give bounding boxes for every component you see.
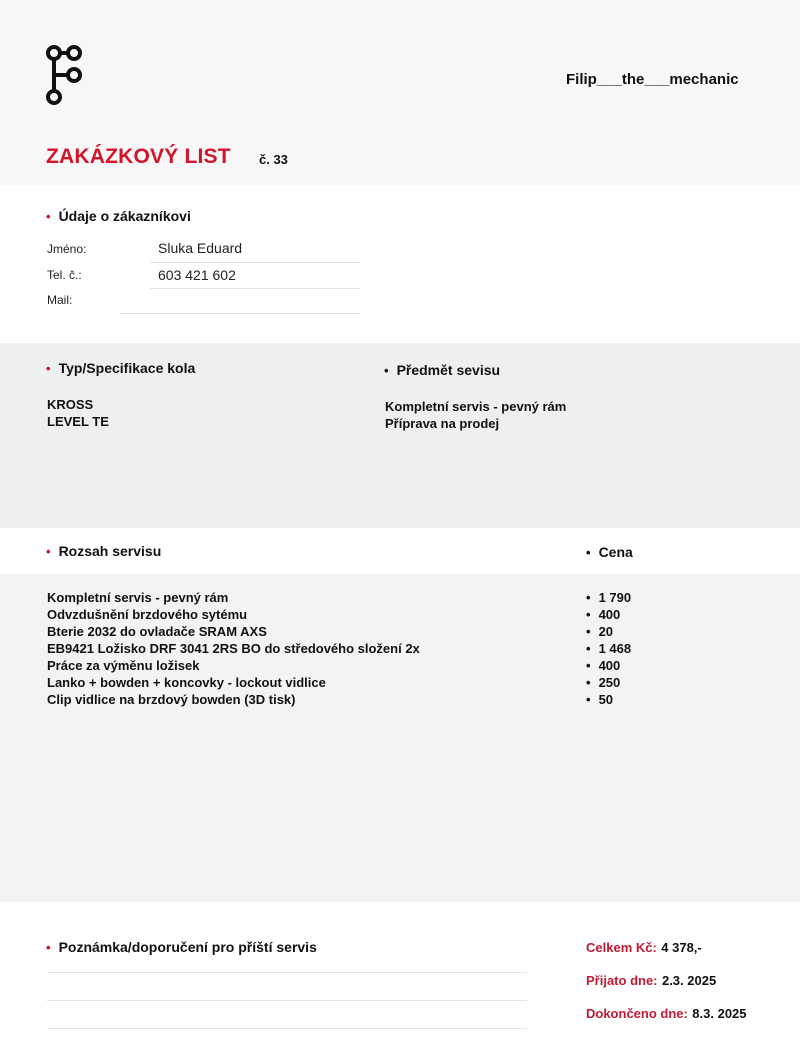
bullet-icon: • <box>586 607 591 622</box>
price-row <box>586 589 631 606</box>
price-row <box>586 640 631 657</box>
order-number: č. 33 <box>259 152 288 167</box>
price-heading-text: Cena <box>598 544 633 560</box>
price-row <box>586 623 631 640</box>
price-row <box>586 606 631 623</box>
mail-rule <box>120 313 360 314</box>
page-title: ZAKÁZKOVÝ LIST <box>46 145 231 168</box>
price-row <box>586 691 631 708</box>
service-item: Odvzdušnění brzdového sytému <box>47 607 248 622</box>
subject-line: Příprava na prodej <box>385 416 500 431</box>
received-label: Přijato dne: <box>586 973 658 988</box>
customer-heading-text: Údaje o zákazníkovi <box>58 208 191 224</box>
note-heading-text: Poznámka/doporučení pro příští servis <box>58 939 317 955</box>
price-row <box>586 657 631 674</box>
bullet-icon: • <box>586 545 591 560</box>
brand-name: Filip___the___mechanic <box>566 71 739 88</box>
phone-value: 603 421 602 <box>158 267 236 283</box>
phone-rule <box>150 288 360 289</box>
bullet-icon: • <box>384 363 389 378</box>
bullet-icon: • <box>586 590 591 605</box>
price-value: 50 <box>598 692 614 707</box>
name-label: Jméno: <box>47 242 87 256</box>
note-rule <box>47 972 527 973</box>
service-item: EB9421 Ložisko DRF 3041 2RS BO do středového složení 2x <box>47 641 420 656</box>
bullet-icon: • <box>586 692 591 707</box>
bike-spec <box>47 396 109 430</box>
price-value: 400 <box>598 658 621 673</box>
done-row <box>586 1005 747 1023</box>
bullet-icon: • <box>586 624 591 639</box>
bike-heading <box>46 360 195 376</box>
subject-heading <box>384 362 500 378</box>
price-value: 250 <box>598 675 621 690</box>
bullet-icon: • <box>586 658 591 673</box>
bike-line: KROSS <box>47 397 94 412</box>
received-value: 2.3. 2025 <box>661 973 717 988</box>
price-row <box>586 674 631 691</box>
mail-label: Mail: <box>47 293 73 307</box>
done-label: Dokončeno dne: <box>586 1006 688 1021</box>
subject-heading-text: Předmět sevisu <box>396 362 501 378</box>
chain-link-f-logo-icon <box>44 44 84 106</box>
scope-heading-text: Rozsah servisu <box>58 543 162 559</box>
scope-heading <box>46 543 161 559</box>
service-item: Práce za výměnu ložisek <box>47 658 200 673</box>
service-item: Clip vidlice na brzdový bowden (3D tisk) <box>47 692 296 707</box>
bullet-icon: • <box>46 361 51 376</box>
name-value: Sluka Eduard <box>158 240 243 256</box>
service-items <box>47 589 420 708</box>
total-value: 4 378,- <box>661 940 702 955</box>
subject-line: Kompletní servis - pevný rám <box>385 399 567 414</box>
bullet-icon: • <box>46 209 51 224</box>
price-heading <box>586 544 633 560</box>
note-rule <box>47 1028 527 1029</box>
total-row <box>586 939 702 957</box>
price-value: 1 468 <box>598 641 632 656</box>
note-heading <box>46 939 317 955</box>
price-value: 1 790 <box>598 590 632 605</box>
bullet-icon: • <box>46 544 51 559</box>
bullet-icon: • <box>46 940 51 955</box>
phone-label: Tel. č.: <box>47 268 82 282</box>
service-item: Bterie 2032 do ovladače SRAM AXS <box>47 624 267 639</box>
name-rule <box>150 262 360 263</box>
bullet-icon: • <box>586 675 591 690</box>
subject-lines <box>385 398 566 432</box>
bike-heading-text: Typ/Specifikace kola <box>58 360 196 376</box>
note-rule <box>47 1000 527 1001</box>
total-label: Celkem Kč: <box>586 940 657 955</box>
bike-line: LEVEL TE <box>47 414 109 429</box>
received-row <box>586 972 716 990</box>
service-item: Kompletní servis - pevný rám <box>47 590 229 605</box>
customer-heading <box>46 208 191 224</box>
service-item: Lanko + bowden + koncovky - lockout vidlice <box>47 675 326 690</box>
done-value: 8.3. 2025 <box>692 1006 747 1021</box>
price-value: 20 <box>598 624 614 639</box>
price-value: 400 <box>598 607 621 622</box>
service-prices <box>586 589 631 708</box>
bullet-icon: • <box>586 641 591 656</box>
